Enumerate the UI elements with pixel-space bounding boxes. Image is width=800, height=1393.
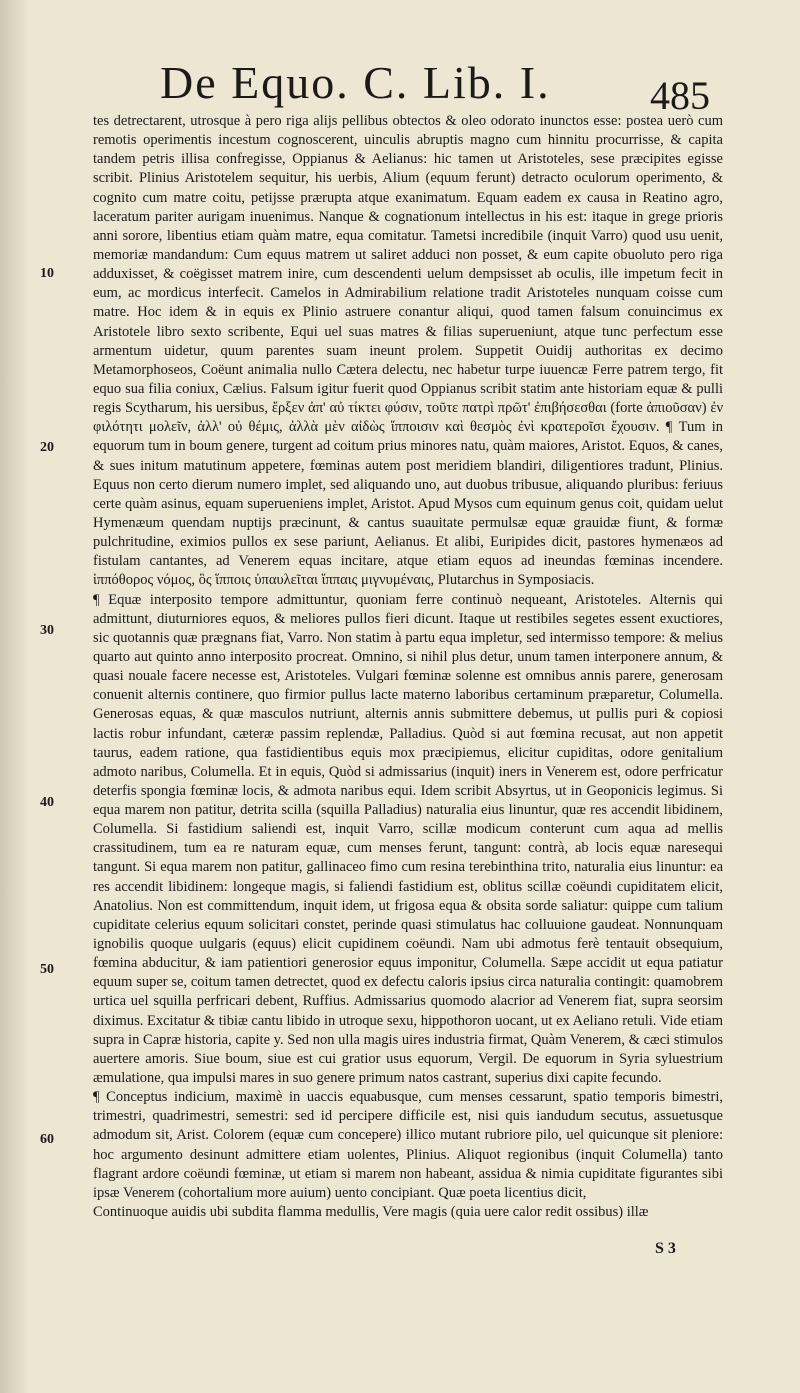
signature-mark: S 3 (655, 1240, 676, 1257)
margin-line-number: 50 (40, 962, 54, 977)
body-paragraph: ¶ Equæ interposito tempore admittuntur, quoniam ferre continuò nequeant, Aristoteles. Alternis qui admittunt, diuturniores equos, & meliores pullos fieri dicunt. Itaque ut restibiles segetes essent exuctiores, sic quotannis quæ prægnans fiat, Varro. Non statim à partu equa impletur, sed intermisso tempore: & melius quarto aut quinto anno interposito procreat. Omnino, si nihil plus detur, unum tamen interponere annum, & quasi nouale facere necesse est, Aristoteles. Vulgari fœminæ solenne est omnibus annis parere, generosam conuenit alternis continere, quo firmior pullus lacte materno laboribus certaminum præparetur, Columella. Generosas equas, & quæ masculos nutriunt, alternis annis submittere debemus, ut pullis puri & copiosi lactis robur infundant, cæteræ passim replendæ, Palladius. Quòd si aut fœmina recusat, aut non appetit taurus, eadem ratione, qua fastidientibus equis mox præcipiemus, elicitur cupiditas, odore genitalium admoto naribus, Columella. Et in equis, Quòd si admissarius (inquit) iners in Venerem est, odore perfricatur deterfis spongia fœminæ locis, & admota naribus equi. Idem scribit Absyrtus, ut in Geoponicis legimus. Si equa marem non patitur, detrita scilla (squilla Palladius) naturalia eius linuntur, quæ res accendit libidinem, Columella. Si fastidium saliendi est, inquit Varro, scillæ modicum conterunt cum aqua ad mellis crassitudinem, tum ea re naturam equæ, cum menses ferunt, tangunt: contrà, ab locis equæ naresequi tangunt. Si equa marem non patitur, gallinaceo fimo cum resina terebinthina trito, naturalia eius linuntur: ea res accendit libidinem: longeque magis, si faliendi fastidium est, oblitus scillæ coëundi cupiditatem elicit, Anatolius. Non est committendum, inquit idem, ut frigosa equa & obsita sorde saliatur: quippe cum talium cupiditate celerius equum solicitari constet, perinde quasi stimulatus hac colluuione gaudeat. Nonnunquam ignobilis quoque uulgaris (equus) elicit cupidinem coëundi. Nam ubi admotus ferè tentauit obsequium, fœmina abducitur, & iam patientiori generosior equus imponitur, Columella. Sæpe accidit ut equa patiatur equum super se, coitum tamen detrectet, quod ex defectu caloris ipsius circa naturalia contingit: quamobrem urtica uel squilla perfricari debent, Ruffius. Admissarius quomodo alacrior ad Venerem fiat, supra seorsim diximus. Excitatur & tibiæ cantu libido in utroque sexu, hippothoron uocant, ut ex Aeliano retuli. Vide etiam supra in Capræ historia, capite y. Sed non ulla magis uires industria firmat, Quàm Venerem, & cæci stimulos auertere amoris. Siue boum, siue est cui gratior usus equorum, Vergil. De equorum in Syria syluestrium æmulatione, qua impulsi mares in suo genere primum natos castrant, superius dixi capite fecundo. (93, 591, 723, 1087)
running-title: De Equo. C. Lib. I. (160, 57, 551, 108)
body-paragraph: tes detrectarent, utrosque à pero riga alijs pellibus obtectos & oleo odorato inunctos esse: postea uerò cum remotis operimentis incestum cognoscerent, uinculis abruptis magno cum hinnitu procurrisse, & capita tandem petris illisa confregisse, Oppianus & Aelianus: hic tamen ut Aristoteles, sese præcipites egisse scribit. Plinius Aristotelem sequitur, his uerbis, Alium (equum ferunt) detracto oculorum operimento, & cognito cum matre coitu, petijsse prærupta atque exanimatum. Equam eadem ex causa in Reatino agro, laceratum pariter aurigam inuenimus. Nanque & cognationum intellectus in his est: itaque in grege prioris anni sorore, libentius etiam quàm matre, equa comitatur. Tametsi incredibile (inquit Varro) quod usu uenit, memoriæ mandandum: Cum equus matrem ut saliret adduci non posset, & eum capite obuoluto pero riga adduxisset, & coëgisset matrem inire, cum descendenti uelum dempsisset ab oculis, ille impetum fecit in eum, ac mordicus interfecit. Camelos in Admirabilium relatione tradit Aristoteles nunquam coisse cum matre. Hoc idem & in equis ex Plinio astruere conantur aliqui, quod tamen falsum conuincimus ex Aristotele libro sexto scribente, Equi uel suas matres & filias superueniunt, atque tunc perfectum esse armentum uidetur, quum parentes suam ineunt prolem. Suppetit Ouidij authoritas ex decimo Metamorphoseos, Coëunt animalia nullo Cætera delectu, nec habetur turpe iuuencæ Ferre patrem tergo, fit equo sua filia coniux, Cælius. Falsum igitur fuerit quod Oppianus scribit statim ante historiam equæ & pulli regis Scytharum, his uersibus, ἔρξεν ἀπ' αὐ τίκτει φύσιν, τοῦτε πατρὶ πρῶτ' ἐπιβήσεσθαι (forte ἀπιοῦσαν) ἐν φιλότητι μολεῖν, ἀλλ' οὐ θέμις, ἀλλὰ μὲν αἰδὼς ἵπποισιν καὶ θεσμὸς ἐνὶ κρατεροῖσι ἔχουσιν. ¶ Tum in equorum tum in boum genere, turgent ad coitum prius minores natu, quàm maiores, Aristot. Equos, & canes, & sues initum matutinum appetere, fœminas autem post meridiem blandiri, diligentiores tradunt, Plinius. Equus non certo dierum numero implet, sed aliquando uno, aut duobus tribusue, aliquando pluribus: feriuus certe quàm asinus, equam superueniens implet, Aristot. Apud Mysos cum equinum genus coit, quidam uelut Hymenæum quendam nuptijs præcinunt, & cantus suauitate permulsæ equæ grauidæ fiunt, & formæ pulchritudine, eximios pullos ex sese pariunt, Aelianus. Et alibi, Euripides dicit, pastores hymenæos ad fistulam cantantes, ad Venerem equas incitare, atque etiam equos ad ineundas fœminas incendere. ἱππόθορος νόμος, ὃς ἵπποις ὑπαυλεῖται ἵππαις μιγνυμέναις, Plutarchus in Symposiacis. (93, 113, 723, 589)
margin-line-number: 20 (40, 440, 54, 455)
margin-line-number: 60 (40, 1132, 54, 1147)
running-header (150, 50, 710, 120)
margin-line-number: 10 (40, 266, 54, 281)
page-number: 485 (650, 73, 710, 118)
margin-line-number: 30 (40, 623, 54, 638)
body-paragraph: ¶ Conceptus indicium, maximè in uaccis equabusque, cum menses cessarunt, spatio temporis bimestri, trimestri, quadrimestri, semestri: sed id percipere difficile est, nisi quis iandudum secutus, assuetusque admodum sit, Arist. Colorem (equæ cum concepere) illico mutant rubriore pilo, uel quicunque sit pleniore: hoc argumento desinunt admittere etiam uolentes, Plinius. Aliquot regionibus (inquit Columella) tanto flagrant ardore coëundi fœminæ, ut etiam si marem non habeant, assidua & nimia cupiditate figurantes sibi ipsæ Venerem (cohortalium more auium) uento concipiant. Quæ poeta licentius dicit, (93, 1089, 723, 1201)
body-text (93, 112, 723, 1222)
verse-line: Continuoque auidis ubi subdita flamma medullis, Vere magis (quia uere calor redit ossibus) illæ (93, 1204, 649, 1221)
page-gutter-shadow (0, 0, 30, 1393)
margin-line-number: 40 (40, 795, 54, 810)
